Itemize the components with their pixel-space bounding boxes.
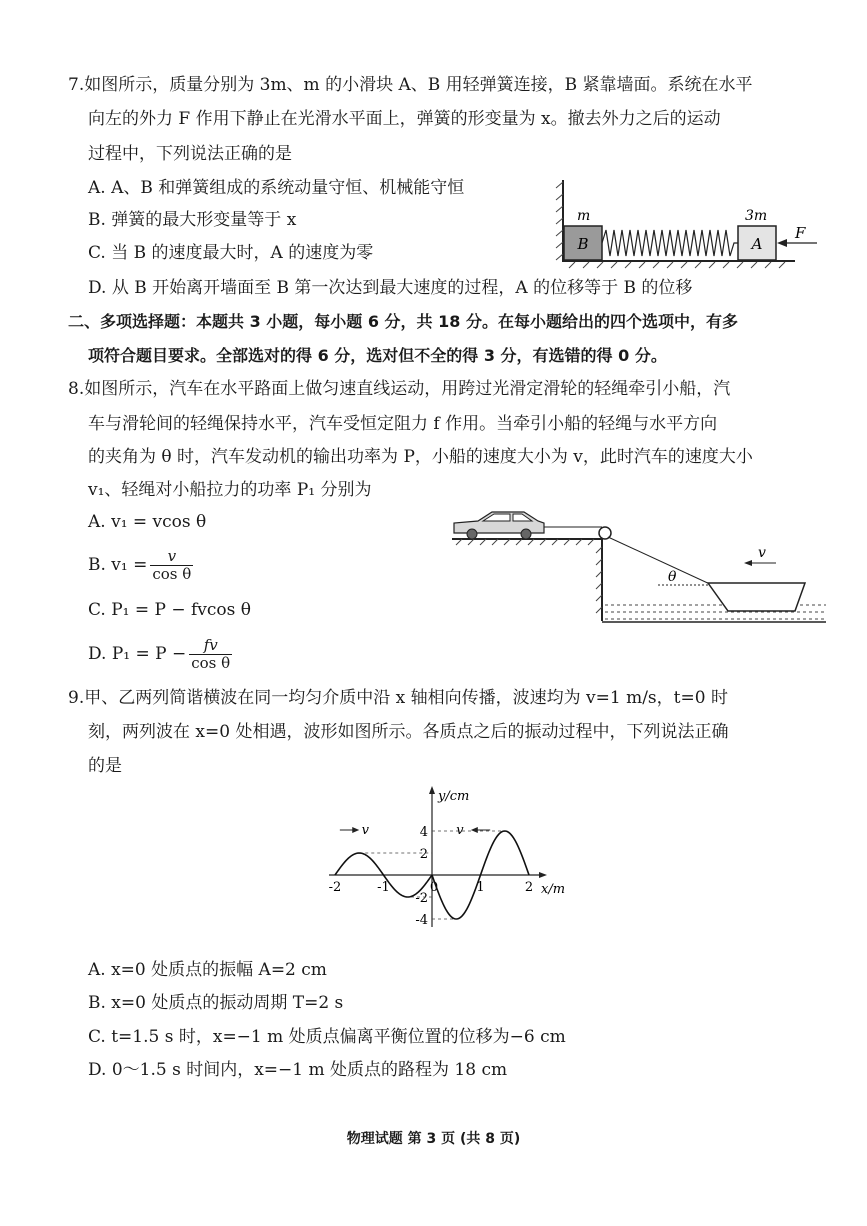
q8-stem-line3: 的夹角为 θ 时，汽车发动机的输出功率为 P，小船的速度大小为 v，此时汽车的速度大小 <box>88 447 753 467</box>
velocity-label-right: v <box>456 823 464 838</box>
q8-option-b-fraction <box>150 548 193 583</box>
x-tick-label: 0 <box>429 880 439 895</box>
y-tick-label: 2 <box>419 847 428 862</box>
q7-spring-figure <box>555 178 825 270</box>
q8-stem-line2: 车与滑轮间的轻绳保持水平，汽车受恒定阻力 f 作用。当牵引小船的轻绳与水平方向 <box>88 414 718 434</box>
q9-option-a: A. x=0 处质点的振幅 A=2 cm <box>88 960 327 980</box>
q7-option-c: C. 当 B 的速度最大时，A 的速度为零 <box>88 243 374 263</box>
x-tick-label: -1 <box>377 880 390 895</box>
q9-stem-line1: 9.甲、乙两列简谐横波在同一均匀介质中沿 x 轴相向传播，波速均为 v=1 m/s，t=0 时 <box>68 688 728 708</box>
q8-option-d <box>88 637 232 672</box>
q8-option-b-denominator: cos θ <box>152 565 192 583</box>
q8-option-d-fraction <box>189 637 232 672</box>
x-tick-label: 1 <box>476 880 485 895</box>
y-tick-label: 4 <box>419 825 428 840</box>
y-tick-label: -2 <box>415 891 428 906</box>
page-footer: 物理试题 第 3 页 (共 8 页) <box>346 1131 521 1147</box>
block-b-label: B <box>577 235 589 253</box>
q8-option-b-numerator: v <box>150 548 193 566</box>
q9-wave-chart <box>310 780 580 950</box>
boat-velocity-label: v <box>758 545 766 561</box>
force-f-label: F <box>795 224 806 242</box>
q8-option-d-numerator: fv <box>189 637 232 655</box>
q8-option-d-denominator: cos θ <box>191 654 231 672</box>
q9-stem-line2: 刻，两列波在 x=0 处相遇，波形如图所示。各质点之后的振动过程中，下列说法正确 <box>88 722 729 742</box>
q8-stem-line4: v₁、轻绳对小船拉力的功率 P₁ 分别为 <box>88 480 372 500</box>
mass-3m-label: 3m <box>745 208 768 224</box>
q8-stem-line1: 8.如图所示，汽车在水平路面上做匀速直线运动，用跨过光滑定滑轮的轻绳牵引小船，汽 <box>68 379 731 399</box>
velocity-arrow-left-head <box>471 827 478 833</box>
q9-option-b: B. x=0 处质点的振动周期 T=2 s <box>88 993 344 1013</box>
q7-stem-line1: 7.如图所示，质量分别为 3m、m 的小滑块 A、B 用轻弹簧连接，B 紧靠墙面。系统在水平 <box>68 75 753 95</box>
car-icon <box>454 512 544 539</box>
q8-option-b-prefix: B. v₁ = <box>88 555 148 575</box>
section2-header-line2: 项符合题目要求。全部选对的得 6 分，选对但不全的得 3 分，有选错的得 0 分。 <box>88 346 667 365</box>
block-a-label: A <box>751 235 763 253</box>
q7-option-d: D. 从 B 开始离开墙面至 B 第一次达到最大速度的过程，A 的位移等于 B 的位移 <box>88 278 693 298</box>
velocity-label-left: v <box>361 823 370 838</box>
y-axis-arrow <box>429 786 435 794</box>
q7-stem-line2: 向左的外力 F 作用下静止在光滑水平面上，弹簧的形变量为 x。撤去外力之后的运动 <box>88 109 721 129</box>
q7-option-b: B. 弹簧的最大形变量等于 x <box>88 210 297 230</box>
y-tick-label: -4 <box>415 913 428 928</box>
x-tick-label: 2 <box>524 880 534 895</box>
mass-m-label: m <box>577 208 591 224</box>
x-axis-arrow <box>539 872 547 878</box>
q9-stem-line3: 的是 <box>88 756 122 776</box>
velocity-arrow-right-head <box>352 827 359 833</box>
x-axis-label: x/m <box>541 882 566 897</box>
q8-option-d-prefix: D. P₁ = P − <box>88 644 187 664</box>
y-axis-label: y/cm <box>438 789 470 804</box>
q9-option-d: D. 0～1.5 s 时间内，x=−1 m 处质点的路程为 18 cm <box>88 1060 508 1080</box>
q9-option-c: C. t=1.5 s 时，x=−1 m 处质点偏离平衡位置的位移为−6 cm <box>88 1027 566 1047</box>
theta-label: θ <box>668 569 677 585</box>
q8-option-c: C. P₁ = P − fvcos θ <box>88 600 252 620</box>
q8-option-b <box>88 548 193 583</box>
q8-option-a: A. v₁ = vcos θ <box>88 512 207 532</box>
boat-icon <box>708 583 805 611</box>
x-tick-label: -2 <box>328 880 342 895</box>
q7-stem-line3: 过程中，下列说法正确的是 <box>88 144 292 164</box>
section2-header-line1: 二、多项选择题：本题共 3 小题，每小题 6 分，共 18 分。在每小题给出的四个选项中，有多 <box>68 312 738 331</box>
q8-car-boat-figure <box>450 505 830 635</box>
q7-option-a: A. A、B 和弹簧组成的系统动量守恒、机械能守恒 <box>88 178 465 198</box>
